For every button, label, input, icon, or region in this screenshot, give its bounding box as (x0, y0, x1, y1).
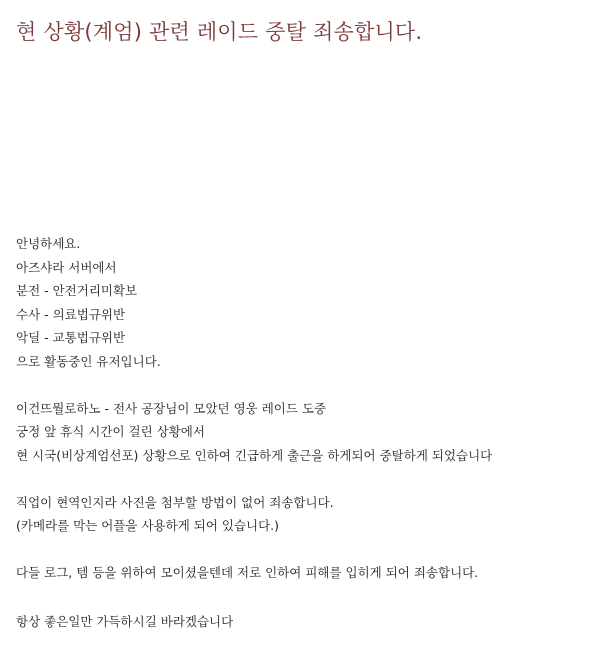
greeting-line: 안녕하세요. (16, 236, 81, 251)
apology-paragraph (16, 491, 592, 538)
situation-paragraph (16, 397, 592, 468)
closing-line: 항상 좋은일만 가득하시길 바라겠습니다 (16, 614, 234, 629)
intro-paragraph (16, 256, 592, 374)
paragraph-gap (16, 373, 592, 397)
post-body (16, 232, 592, 634)
regret-line: 다들 로그, 템 등을 위하여 모이셨을텐데 저로 인하여 피해를 입히게 되어 죄송합니다. (16, 565, 479, 580)
paragraph-gap (16, 538, 592, 562)
post-title: 현 상황(계엄) 관련 레이드 중탈 죄송합니다. (16, 20, 423, 44)
intro-line: 분전 - 안전거리미확보 (16, 283, 138, 298)
apology-line: 직업이 현역인지라 사진을 첨부할 방법이 없어 죄송합니다. (16, 494, 334, 510)
paragraph-gap (16, 467, 592, 491)
paragraph-gap (16, 585, 592, 609)
intro-line: 으로 활동중인 유저입니다. (16, 353, 161, 369)
intro-line: 악딜 - 교통법규위반 (16, 330, 126, 345)
apology-line: (카메라를 막는 어플을 사용하게 되어 있습니다.) (16, 518, 280, 533)
intro-line: 아즈샤라 서버에서 (16, 259, 117, 275)
situation-line: 이건뜨뭘로하노 - 전사 공장님이 모았던 영웅 레이드 도중 (16, 400, 327, 416)
situation-line: 궁정 앞 휴식 시간이 걸린 상황에서 (16, 424, 205, 439)
situation-line: 현 시국(비상계엄선포) 상황으로 인하여 긴급하게 출근을 하게되어 중탈하게 되었습니다 (16, 447, 493, 463)
intro-line: 수사 - 의료법규위반 (16, 306, 126, 322)
